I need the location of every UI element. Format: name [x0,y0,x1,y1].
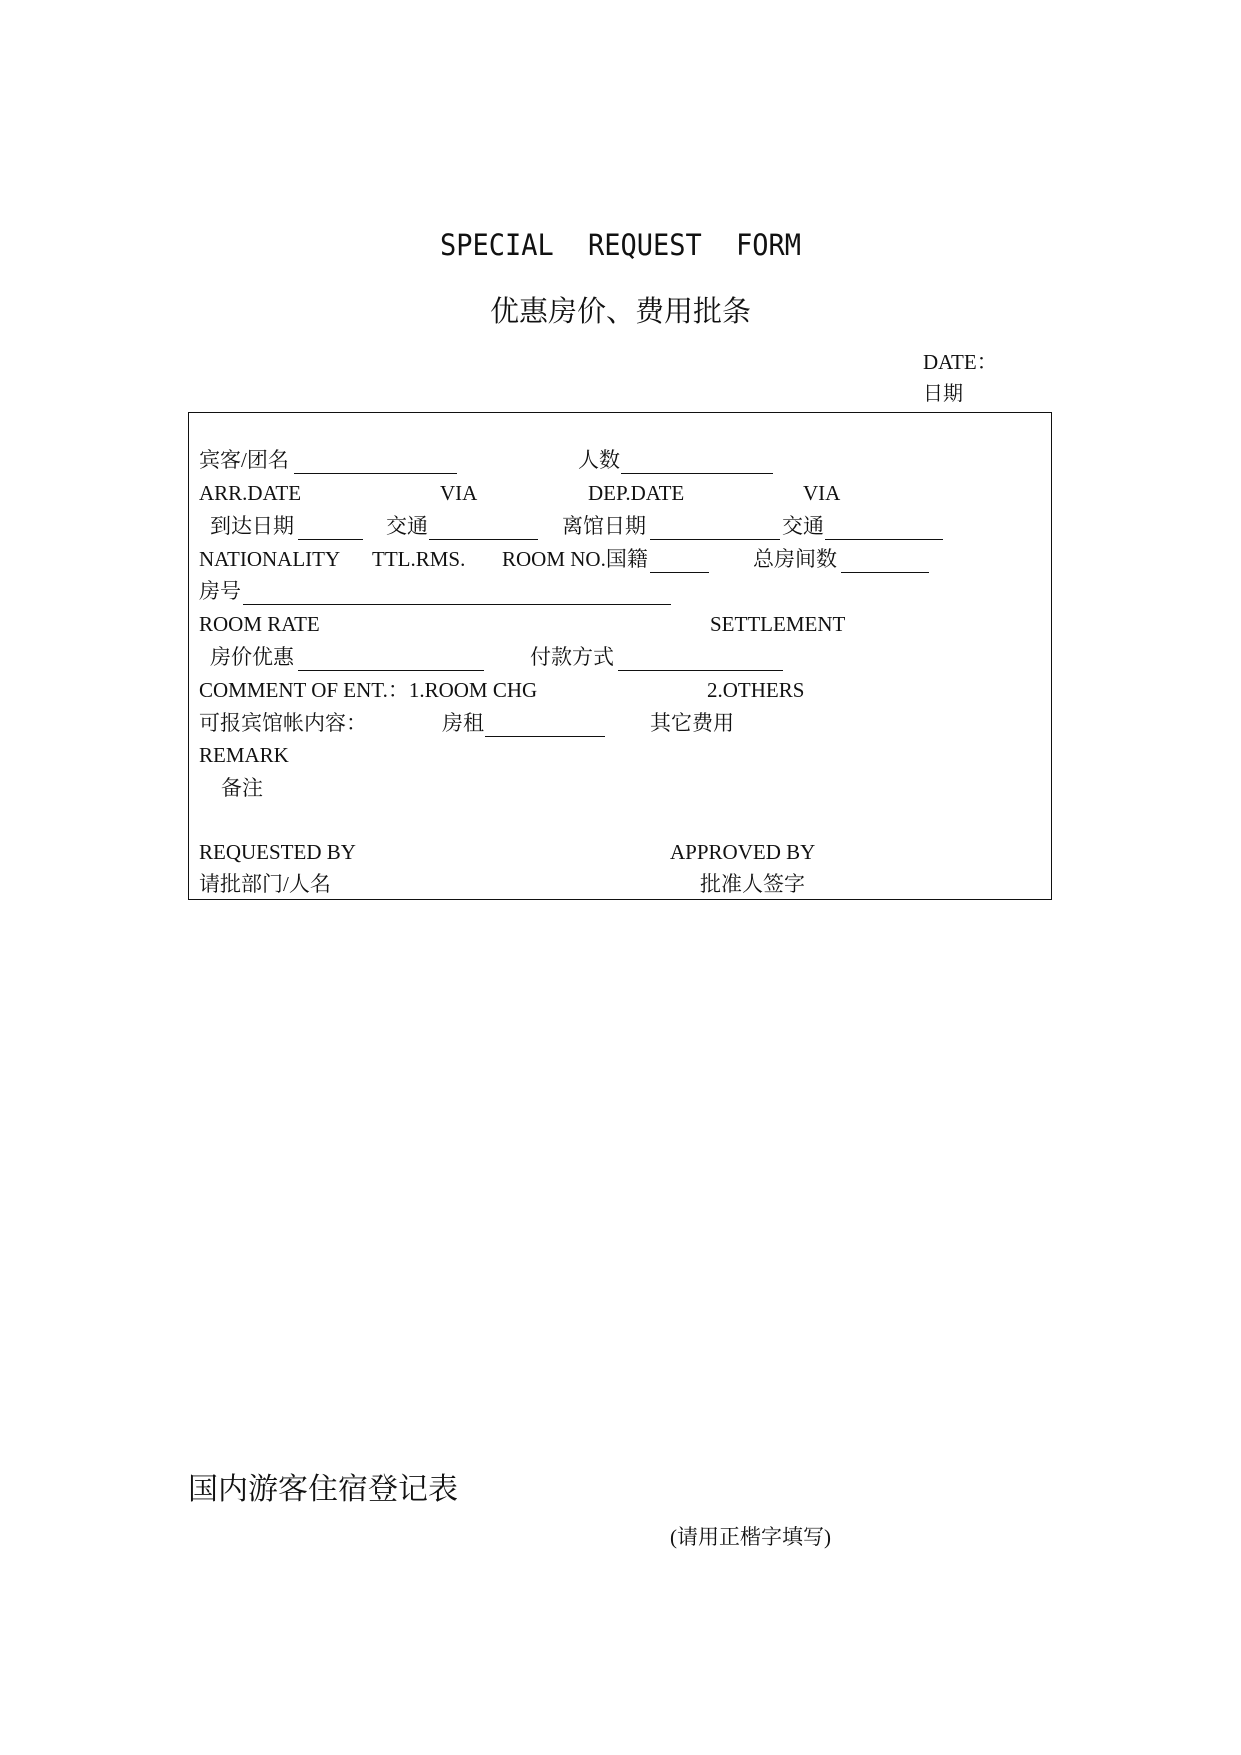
remark-cn-label: 备注 [221,776,263,800]
nationality-field[interactable] [650,572,709,573]
room-no-nationality-label: ROOM NO.国籍 [502,547,648,571]
transport-field-1[interactable] [429,539,538,540]
total-rooms-field[interactable] [841,572,929,573]
other-charges-cn-label: 其它费用 [650,711,734,735]
payment-cn-label: 付款方式 [530,645,614,669]
dep-date-label: DEP.DATE [588,481,685,505]
settlement-label: SETTLEMENT [710,612,846,636]
date-label-en: DATE： [923,350,998,374]
billable-cn-label: 可报宾馆帐内容： [199,711,367,735]
requested-by-cn-label: 请批部门/人名 [199,872,331,896]
others-label: 2.OTHERS [707,678,805,702]
approved-by-cn-label: 批准人签字 [700,872,805,896]
room-rent-field[interactable] [485,736,605,737]
arr-date-cn-label: 到达日期 [210,514,294,538]
room-no-cn-label: 房号 [199,579,241,603]
form-title-cn: 优惠房价、费用批条 [489,294,751,328]
payment-field[interactable] [618,670,783,671]
domestic-guest-registration-title: 国内游客住宿登记表 [188,1472,458,1507]
special-request-form-box [188,412,1052,900]
room-no-field[interactable] [243,604,671,605]
room-rent-cn-label: 房租 [442,711,484,735]
rate-discount-field[interactable] [298,670,484,671]
via-label-2: VIA [803,481,841,505]
date-label-cn: 日期 [923,383,963,405]
comment-ent-label: COMMENT OF ENT.：1.ROOM CHG [199,678,538,702]
form-title-en: SPECIAL REQUEST FORM [439,228,802,263]
transport-cn-label-1: 交通 [386,514,428,538]
persons-label: 人数 [578,448,620,472]
arr-date-field[interactable] [298,539,363,540]
ttl-rms-label: TTL.RMS. [372,547,466,571]
nationality-label: NATIONALITY [199,547,341,571]
persons-field[interactable] [621,473,773,474]
dep-date-cn-label: 离馆日期 [562,514,646,538]
approved-by-label: APPROVED BY [670,840,816,864]
transport-field-2[interactable] [825,539,943,540]
requested-by-label: REQUESTED BY [199,840,356,864]
remark-label: REMARK [199,743,289,767]
fill-instruction-note: (请用正楷字填写) [670,1525,831,1549]
via-label-1: VIA [440,481,478,505]
dep-date-field[interactable] [650,539,780,540]
arr-date-label: ARR.DATE [199,481,302,505]
transport-cn-label-2: 交通 [782,514,824,538]
guest-name-field[interactable] [294,473,457,474]
room-rate-label: ROOM RATE [199,612,320,636]
guest-name-label: 宾客/团名 [199,448,289,472]
rate-discount-cn-label: 房价优惠 [210,645,294,669]
total-rooms-cn-label: 总房间数 [753,547,837,571]
